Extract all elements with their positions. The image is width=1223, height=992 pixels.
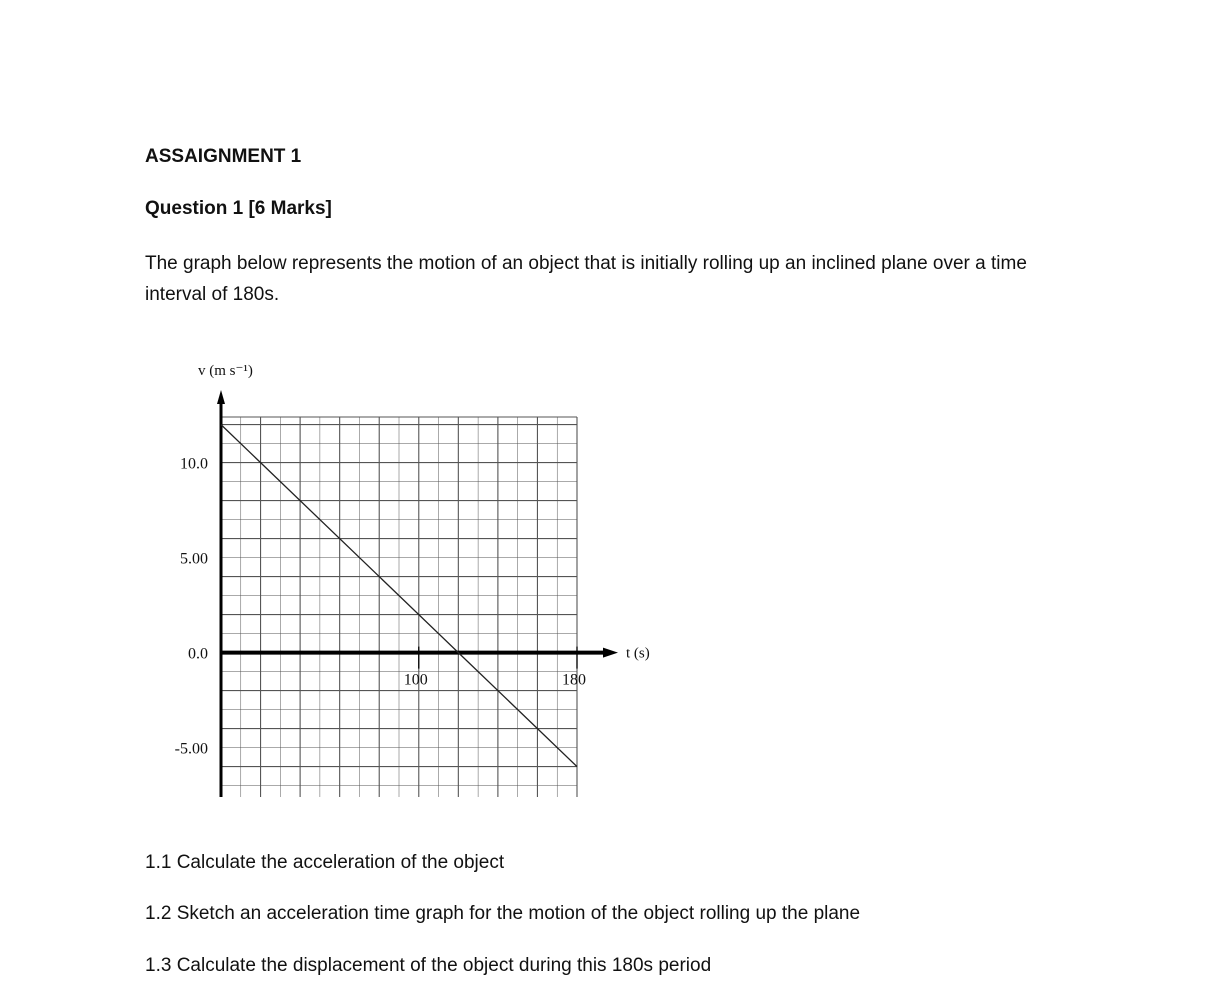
y-tick-label: 5.00: [180, 550, 208, 568]
y-axis-arrow: [217, 390, 225, 404]
subquestion-1-3: 1.3 Calculate the displacement of the object during this 180s period: [145, 955, 712, 976]
x-axis-label: t (s): [626, 645, 650, 662]
subquestion-1-2: 1.2 Sketch an acceleration time graph for the motion of the object rolling up the plane: [145, 903, 861, 924]
question-heading: Question 1 [6 Marks]: [145, 198, 332, 219]
subquestion-1-1: 1.1 Calculate the acceleration of the object: [145, 852, 505, 873]
x-tick-label: 180: [562, 671, 586, 689]
y-tick-label: 0.0: [188, 645, 208, 663]
question-intro: The graph below represents the motion of an object that is initially rolling up an inclined plane over a time interval of 180s.: [145, 253, 1027, 305]
graph-grid: [221, 417, 577, 797]
y-axis-label: v (m s⁻¹): [198, 363, 253, 379]
y-tick-label: 10.0: [180, 455, 208, 473]
x-tick-label: 100: [403, 671, 428, 689]
y-tick-label: -5.00: [174, 740, 208, 758]
document-title: ASSAIGNMENT 1: [145, 146, 302, 167]
x-axis-arrow: [603, 648, 618, 658]
